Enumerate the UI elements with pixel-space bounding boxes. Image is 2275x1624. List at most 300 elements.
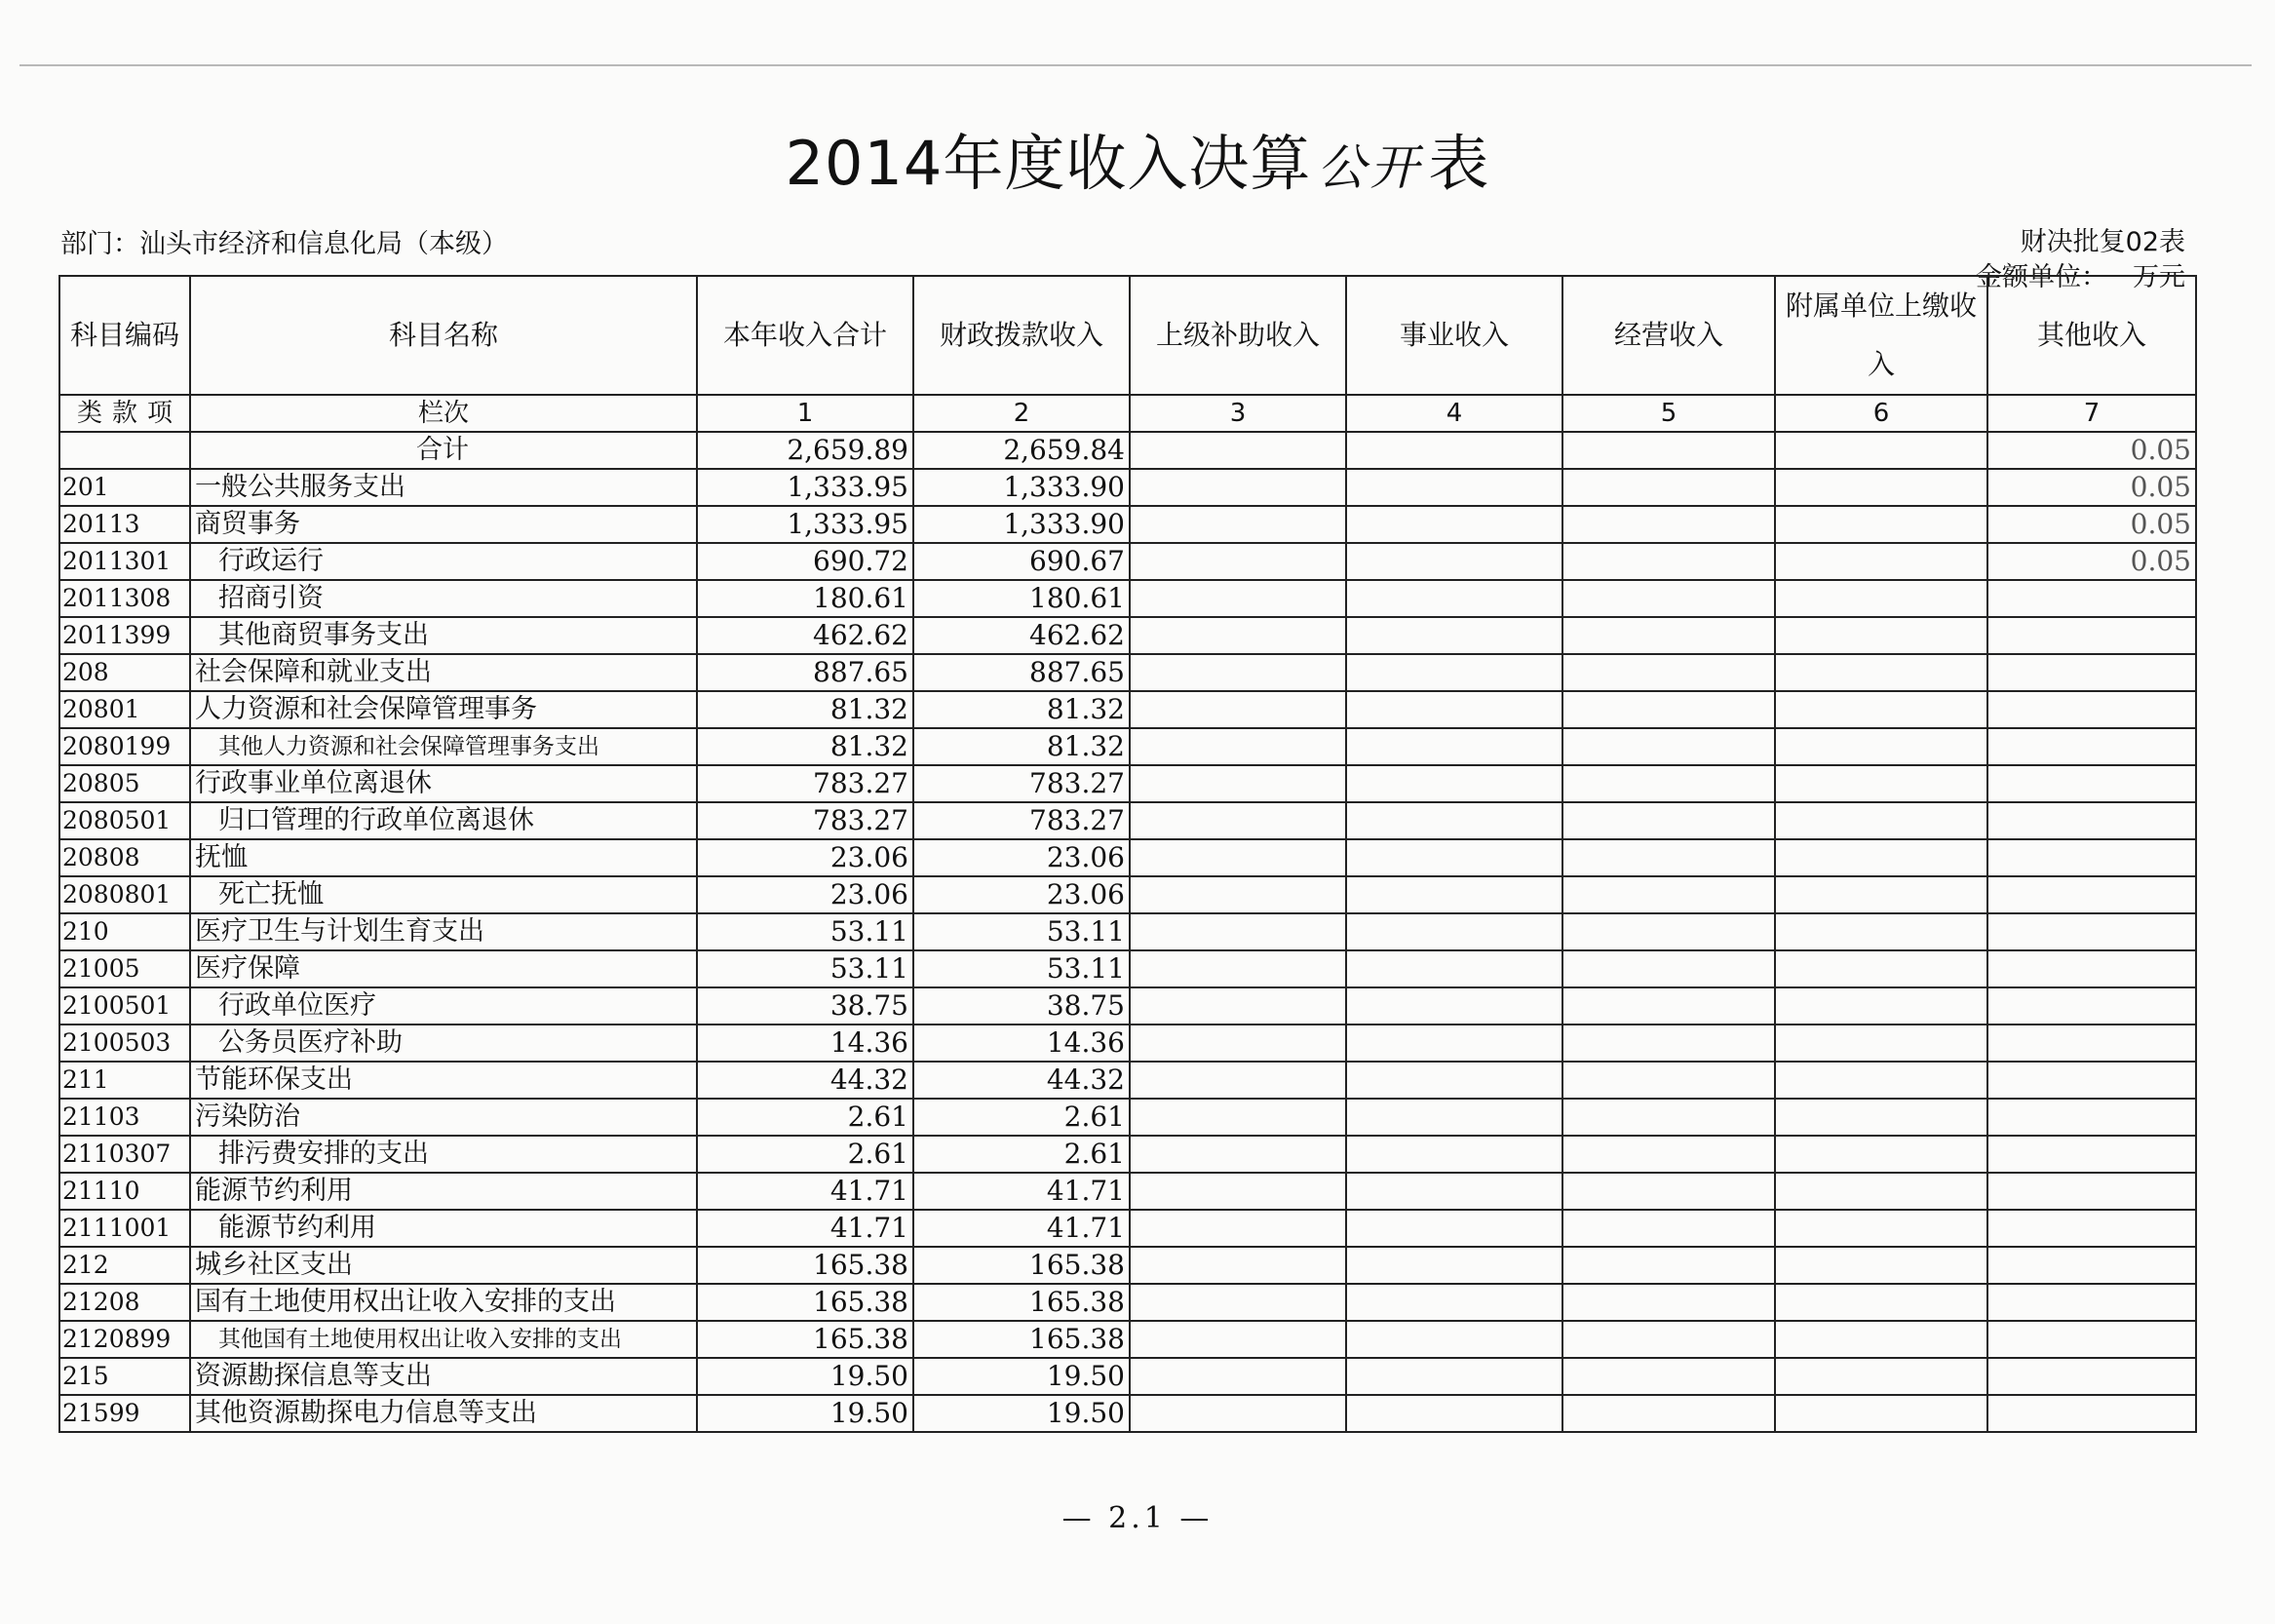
row-operating-income bbox=[1562, 950, 1775, 987]
row-code: 211 bbox=[59, 1062, 190, 1099]
row-code: 2111001 bbox=[59, 1210, 190, 1247]
col-index-5: 5 bbox=[1562, 395, 1775, 432]
table-row bbox=[59, 728, 2196, 765]
row-total-income: 783.27 bbox=[697, 802, 913, 839]
col-index-3: 3 bbox=[1130, 395, 1346, 432]
row-operating-income bbox=[1562, 1099, 1775, 1136]
unit-label: 金额单位： bbox=[1976, 262, 2107, 292]
row-total-income: 44.32 bbox=[697, 1062, 913, 1099]
row-affiliated-income bbox=[1775, 765, 1987, 802]
row-other-income: 0.05 bbox=[1987, 432, 2196, 469]
row-superior-subsidy bbox=[1130, 506, 1346, 543]
row-name: 污染防治 bbox=[190, 1099, 697, 1136]
row-fiscal-allocation: 38.75 bbox=[913, 987, 1130, 1025]
row-fiscal-allocation: 887.65 bbox=[913, 654, 1130, 691]
row-affiliated-income bbox=[1775, 913, 1987, 950]
row-business-income bbox=[1346, 1025, 1562, 1062]
row-name: 行政事业单位离退休 bbox=[190, 765, 697, 802]
row-fiscal-allocation: 19.50 bbox=[913, 1358, 1130, 1395]
row-code: 21005 bbox=[59, 950, 190, 987]
row-operating-income bbox=[1562, 506, 1775, 543]
sub-xiang: 项 bbox=[146, 399, 173, 428]
page-title bbox=[0, 115, 2275, 202]
row-fiscal-allocation: 2,659.84 bbox=[913, 432, 1130, 469]
page-number: — 2.1 — bbox=[1061, 1501, 1214, 1535]
row-affiliated-income bbox=[1775, 1247, 1987, 1284]
row-operating-income bbox=[1562, 1210, 1775, 1247]
row-code: 20113 bbox=[59, 506, 190, 543]
row-total-income: 2.61 bbox=[697, 1099, 913, 1136]
row-total-income: 2.61 bbox=[697, 1136, 913, 1173]
row-other-income bbox=[1987, 1136, 2196, 1173]
row-operating-income bbox=[1562, 691, 1775, 728]
lei-kuan-xiang-header bbox=[59, 395, 190, 432]
row-affiliated-income bbox=[1775, 469, 1987, 506]
table-row bbox=[59, 617, 2196, 654]
row-total-income: 887.65 bbox=[697, 654, 913, 691]
row-affiliated-income bbox=[1775, 1321, 1987, 1358]
form-number: 财决批复02表 bbox=[2020, 227, 2185, 257]
row-superior-subsidy bbox=[1130, 1284, 1346, 1321]
table-row bbox=[59, 1136, 2196, 1173]
row-fiscal-allocation: 783.27 bbox=[913, 802, 1130, 839]
row-operating-income bbox=[1562, 913, 1775, 950]
row-code: 2120899 bbox=[59, 1321, 190, 1358]
row-fiscal-allocation: 2.61 bbox=[913, 1136, 1130, 1173]
table-row bbox=[59, 765, 2196, 802]
col-index-4: 4 bbox=[1346, 395, 1562, 432]
row-total-income: 165.38 bbox=[697, 1247, 913, 1284]
row-total-income: 165.38 bbox=[697, 1284, 913, 1321]
title-handwritten-mark: 公开 bbox=[1317, 139, 1423, 196]
row-business-income bbox=[1346, 728, 1562, 765]
row-operating-income bbox=[1562, 839, 1775, 876]
row-operating-income bbox=[1562, 1136, 1775, 1173]
row-business-income bbox=[1346, 617, 1562, 654]
row-superior-subsidy bbox=[1130, 1247, 1346, 1284]
row-operating-income bbox=[1562, 987, 1775, 1025]
row-affiliated-income bbox=[1775, 580, 1987, 617]
row-name: 合计 bbox=[190, 432, 697, 469]
row-name: 行政单位医疗 bbox=[190, 987, 697, 1025]
row-code: 2011308 bbox=[59, 580, 190, 617]
row-total-income: 783.27 bbox=[697, 765, 913, 802]
row-code: 2080801 bbox=[59, 876, 190, 913]
table-row bbox=[59, 1284, 2196, 1321]
row-affiliated-income bbox=[1775, 543, 1987, 580]
col-total-income-header: 本年收入合计 bbox=[697, 276, 913, 395]
row-business-income bbox=[1346, 1358, 1562, 1395]
row-name: 医疗卫生与计划生育支出 bbox=[190, 913, 697, 950]
row-name: 归口管理的行政单位离退休 bbox=[190, 802, 697, 839]
row-fiscal-allocation: 23.06 bbox=[913, 876, 1130, 913]
row-total-income: 1,333.95 bbox=[697, 506, 913, 543]
row-fiscal-allocation: 165.38 bbox=[913, 1321, 1130, 1358]
row-affiliated-income bbox=[1775, 987, 1987, 1025]
row-operating-income bbox=[1562, 1025, 1775, 1062]
table-row bbox=[59, 950, 2196, 987]
row-code: 2011301 bbox=[59, 543, 190, 580]
row-superior-subsidy bbox=[1130, 1062, 1346, 1099]
table-row bbox=[59, 1210, 2196, 1247]
row-business-income bbox=[1346, 765, 1562, 802]
row-code: 21110 bbox=[59, 1173, 190, 1210]
row-operating-income bbox=[1562, 469, 1775, 506]
col-affiliated-unit-header: 附属单位上缴收入 bbox=[1775, 276, 1987, 395]
row-superior-subsidy bbox=[1130, 1358, 1346, 1395]
row-total-income: 19.50 bbox=[697, 1358, 913, 1395]
row-superior-subsidy bbox=[1130, 543, 1346, 580]
col-code-header: 科目编码 bbox=[59, 276, 190, 395]
row-operating-income bbox=[1562, 876, 1775, 913]
row-business-income bbox=[1346, 580, 1562, 617]
row-code: 201 bbox=[59, 469, 190, 506]
col-business-income-header: 事业收入 bbox=[1346, 276, 1562, 395]
row-total-income: 690.72 bbox=[697, 543, 913, 580]
row-other-income bbox=[1987, 1247, 2196, 1284]
row-total-income: 462.62 bbox=[697, 617, 913, 654]
row-code bbox=[59, 432, 190, 469]
row-operating-income bbox=[1562, 728, 1775, 765]
row-fiscal-allocation: 81.32 bbox=[913, 691, 1130, 728]
row-code: 2100501 bbox=[59, 987, 190, 1025]
row-superior-subsidy bbox=[1130, 432, 1346, 469]
row-other-income bbox=[1987, 1284, 2196, 1321]
row-affiliated-income bbox=[1775, 1210, 1987, 1247]
row-business-income bbox=[1346, 913, 1562, 950]
row-operating-income bbox=[1562, 432, 1775, 469]
row-fiscal-allocation: 41.71 bbox=[913, 1173, 1130, 1210]
row-total-income: 14.36 bbox=[697, 1025, 913, 1062]
row-code: 20801 bbox=[59, 691, 190, 728]
row-fiscal-allocation: 2.61 bbox=[913, 1099, 1130, 1136]
row-superior-subsidy bbox=[1130, 654, 1346, 691]
row-affiliated-income bbox=[1775, 432, 1987, 469]
row-code: 21208 bbox=[59, 1284, 190, 1321]
row-name: 其他资源勘探电力信息等支出 bbox=[190, 1395, 697, 1432]
row-fiscal-allocation: 690.67 bbox=[913, 543, 1130, 580]
row-other-income bbox=[1987, 1099, 2196, 1136]
row-name: 排污费安排的支出 bbox=[190, 1136, 697, 1173]
row-superior-subsidy bbox=[1130, 617, 1346, 654]
row-affiliated-income bbox=[1775, 506, 1987, 543]
row-name: 商贸事务 bbox=[190, 506, 697, 543]
row-superior-subsidy bbox=[1130, 691, 1346, 728]
row-other-income bbox=[1987, 728, 2196, 765]
row-affiliated-income bbox=[1775, 728, 1987, 765]
lanci-label: 栏次 bbox=[190, 395, 697, 432]
row-superior-subsidy bbox=[1130, 1025, 1346, 1062]
row-other-income bbox=[1987, 1062, 2196, 1099]
row-affiliated-income bbox=[1775, 1025, 1987, 1062]
row-other-income bbox=[1987, 987, 2196, 1025]
title-prefix: 2014年度收入决算 bbox=[785, 128, 1312, 199]
row-other-income bbox=[1987, 1321, 2196, 1358]
table-row bbox=[59, 1062, 2196, 1099]
table-row bbox=[59, 1247, 2196, 1284]
row-business-income bbox=[1346, 802, 1562, 839]
row-fiscal-allocation: 53.11 bbox=[913, 950, 1130, 987]
row-fiscal-allocation: 19.50 bbox=[913, 1395, 1130, 1432]
row-total-income: 41.71 bbox=[697, 1210, 913, 1247]
table-row bbox=[59, 839, 2196, 876]
row-code: 2100503 bbox=[59, 1025, 190, 1062]
col-index-7: 7 bbox=[1987, 395, 2196, 432]
row-total-income: 1,333.95 bbox=[697, 469, 913, 506]
row-name: 其他国有土地使用权出让收入安排的支出 bbox=[190, 1321, 697, 1358]
row-operating-income bbox=[1562, 1395, 1775, 1432]
row-fiscal-allocation: 23.06 bbox=[913, 839, 1130, 876]
row-name: 能源节约利用 bbox=[190, 1173, 697, 1210]
row-name: 人力资源和社会保障管理事务 bbox=[190, 691, 697, 728]
row-other-income bbox=[1987, 913, 2196, 950]
col-name-header: 科目名称 bbox=[190, 276, 697, 395]
row-business-income bbox=[1346, 1099, 1562, 1136]
row-fiscal-allocation: 81.32 bbox=[913, 728, 1130, 765]
row-superior-subsidy bbox=[1130, 1099, 1346, 1136]
row-superior-subsidy bbox=[1130, 728, 1346, 765]
row-code: 212 bbox=[59, 1247, 190, 1284]
row-superior-subsidy bbox=[1130, 876, 1346, 913]
sub-lei: 类 bbox=[76, 399, 102, 428]
table-row bbox=[59, 987, 2196, 1025]
table-header-row bbox=[59, 276, 2196, 395]
col-other-income-header: 其他收入 bbox=[1987, 276, 2196, 395]
row-total-income: 41.71 bbox=[697, 1173, 913, 1210]
row-business-income bbox=[1346, 1247, 1562, 1284]
row-affiliated-income bbox=[1775, 950, 1987, 987]
row-other-income bbox=[1987, 1395, 2196, 1432]
row-business-income bbox=[1346, 1321, 1562, 1358]
department-label: 部门：汕头市经济和信息化局（本级） bbox=[60, 229, 508, 259]
row-name: 招商引资 bbox=[190, 580, 697, 617]
row-fiscal-allocation: 53.11 bbox=[913, 913, 1130, 950]
row-business-income bbox=[1346, 543, 1562, 580]
row-total-income: 81.32 bbox=[697, 728, 913, 765]
row-other-income bbox=[1987, 802, 2196, 839]
row-superior-subsidy bbox=[1130, 839, 1346, 876]
row-code: 208 bbox=[59, 654, 190, 691]
row-affiliated-income bbox=[1775, 876, 1987, 913]
row-name: 国有土地使用权出让收入安排的支出 bbox=[190, 1284, 697, 1321]
row-affiliated-income bbox=[1775, 654, 1987, 691]
row-superior-subsidy bbox=[1130, 1321, 1346, 1358]
row-fiscal-allocation: 783.27 bbox=[913, 765, 1130, 802]
table-row bbox=[59, 432, 2196, 469]
row-superior-subsidy bbox=[1130, 1395, 1346, 1432]
row-business-income bbox=[1346, 1136, 1562, 1173]
row-other-income bbox=[1987, 580, 2196, 617]
row-other-income bbox=[1987, 1210, 2196, 1247]
table-row bbox=[59, 802, 2196, 839]
row-name: 资源勘探信息等支出 bbox=[190, 1358, 697, 1395]
row-fiscal-allocation: 1,333.90 bbox=[913, 506, 1130, 543]
row-name: 公务员医疗补助 bbox=[190, 1025, 697, 1062]
row-operating-income bbox=[1562, 1321, 1775, 1358]
income-budget-table bbox=[58, 275, 2197, 1433]
row-total-income: 53.11 bbox=[697, 950, 913, 987]
row-name: 一般公共服务支出 bbox=[190, 469, 697, 506]
row-business-income bbox=[1346, 469, 1562, 506]
row-fiscal-allocation: 462.62 bbox=[913, 617, 1130, 654]
row-fiscal-allocation: 180.61 bbox=[913, 580, 1130, 617]
row-business-income bbox=[1346, 1062, 1562, 1099]
row-superior-subsidy bbox=[1130, 1136, 1346, 1173]
row-other-income bbox=[1987, 654, 2196, 691]
row-total-income: 180.61 bbox=[697, 580, 913, 617]
row-superior-subsidy bbox=[1130, 765, 1346, 802]
row-business-income bbox=[1346, 654, 1562, 691]
row-total-income: 19.50 bbox=[697, 1395, 913, 1432]
row-code: 2080199 bbox=[59, 728, 190, 765]
table-row bbox=[59, 1173, 2196, 1210]
row-code: 20805 bbox=[59, 765, 190, 802]
table-row bbox=[59, 506, 2196, 543]
table-row bbox=[59, 1395, 2196, 1432]
row-superior-subsidy bbox=[1130, 580, 1346, 617]
row-superior-subsidy bbox=[1130, 802, 1346, 839]
table-row bbox=[59, 469, 2196, 506]
table-row bbox=[59, 1321, 2196, 1358]
table-row bbox=[59, 1358, 2196, 1395]
row-operating-income bbox=[1562, 1173, 1775, 1210]
table-row bbox=[59, 913, 2196, 950]
row-name: 社会保障和就业支出 bbox=[190, 654, 697, 691]
row-other-income bbox=[1987, 839, 2196, 876]
row-name: 抚恤 bbox=[190, 839, 697, 876]
col-operating-income-header: 经营收入 bbox=[1562, 276, 1775, 395]
row-code: 21103 bbox=[59, 1099, 190, 1136]
row-fiscal-allocation: 44.32 bbox=[913, 1062, 1130, 1099]
row-name: 城乡社区支出 bbox=[190, 1247, 697, 1284]
row-operating-income bbox=[1562, 580, 1775, 617]
row-other-income: 0.05 bbox=[1987, 543, 2196, 580]
row-superior-subsidy bbox=[1130, 1210, 1346, 1247]
table-row bbox=[59, 580, 2196, 617]
row-business-income bbox=[1346, 987, 1562, 1025]
row-business-income bbox=[1346, 950, 1562, 987]
row-fiscal-allocation: 1,333.90 bbox=[913, 469, 1130, 506]
row-affiliated-income bbox=[1775, 1173, 1987, 1210]
row-code: 215 bbox=[59, 1358, 190, 1395]
row-total-income: 165.38 bbox=[697, 1321, 913, 1358]
table-row bbox=[59, 543, 2196, 580]
table-body bbox=[59, 432, 2196, 1432]
row-business-income bbox=[1346, 876, 1562, 913]
row-code: 2080501 bbox=[59, 802, 190, 839]
row-affiliated-income bbox=[1775, 1099, 1987, 1136]
col-fiscal-allocation-header: 财政拨款收入 bbox=[913, 276, 1130, 395]
scan-edge-line bbox=[19, 64, 2252, 66]
sub-kuan: 款 bbox=[111, 399, 137, 428]
row-superior-subsidy bbox=[1130, 469, 1346, 506]
table-row bbox=[59, 654, 2196, 691]
row-affiliated-income bbox=[1775, 1395, 1987, 1432]
table-row bbox=[59, 876, 2196, 913]
table-row bbox=[59, 1025, 2196, 1062]
row-business-income bbox=[1346, 1210, 1562, 1247]
row-operating-income bbox=[1562, 543, 1775, 580]
row-business-income bbox=[1346, 1173, 1562, 1210]
table-row bbox=[59, 691, 2196, 728]
row-superior-subsidy bbox=[1130, 913, 1346, 950]
row-affiliated-income bbox=[1775, 1358, 1987, 1395]
col-superior-subsidy-header: 上级补助收入 bbox=[1130, 276, 1346, 395]
row-fiscal-allocation: 165.38 bbox=[913, 1284, 1130, 1321]
column-index-row bbox=[59, 395, 2196, 432]
row-affiliated-income bbox=[1775, 1284, 1987, 1321]
row-superior-subsidy bbox=[1130, 950, 1346, 987]
row-affiliated-income bbox=[1775, 802, 1987, 839]
row-total-income: 23.06 bbox=[697, 876, 913, 913]
row-other-income: 0.05 bbox=[1987, 469, 2196, 506]
row-business-income bbox=[1346, 1284, 1562, 1321]
row-name: 行政运行 bbox=[190, 543, 697, 580]
row-operating-income bbox=[1562, 617, 1775, 654]
row-superior-subsidy bbox=[1130, 987, 1346, 1025]
row-affiliated-income bbox=[1775, 1136, 1987, 1173]
row-operating-income bbox=[1562, 1284, 1775, 1321]
title-suffix: 表 bbox=[1428, 128, 1490, 199]
row-fiscal-allocation: 41.71 bbox=[913, 1210, 1130, 1247]
row-business-income bbox=[1346, 691, 1562, 728]
col-index-2: 2 bbox=[913, 395, 1130, 432]
row-operating-income bbox=[1562, 802, 1775, 839]
row-operating-income bbox=[1562, 1247, 1775, 1284]
col-index-6: 6 bbox=[1775, 395, 1987, 432]
row-code: 2110307 bbox=[59, 1136, 190, 1173]
row-name: 节能环保支出 bbox=[190, 1062, 697, 1099]
col-index-1: 1 bbox=[697, 395, 913, 432]
row-other-income bbox=[1987, 950, 2196, 987]
unit-value: 万元 bbox=[2133, 262, 2185, 292]
row-operating-income bbox=[1562, 1062, 1775, 1099]
row-other-income bbox=[1987, 765, 2196, 802]
row-business-income bbox=[1346, 506, 1562, 543]
row-code: 20808 bbox=[59, 839, 190, 876]
row-other-income bbox=[1987, 1358, 2196, 1395]
row-fiscal-allocation: 165.38 bbox=[913, 1247, 1130, 1284]
row-name: 其他商贸事务支出 bbox=[190, 617, 697, 654]
row-other-income: 0.05 bbox=[1987, 506, 2196, 543]
row-code: 21599 bbox=[59, 1395, 190, 1432]
row-other-income bbox=[1987, 617, 2196, 654]
row-name: 其他人力资源和社会保障管理事务支出 bbox=[190, 728, 697, 765]
row-affiliated-income bbox=[1775, 691, 1987, 728]
row-code: 2011399 bbox=[59, 617, 190, 654]
row-business-income bbox=[1346, 839, 1562, 876]
row-affiliated-income bbox=[1775, 1062, 1987, 1099]
row-total-income: 2,659.89 bbox=[697, 432, 913, 469]
row-affiliated-income bbox=[1775, 617, 1987, 654]
row-name: 能源节约利用 bbox=[190, 1210, 697, 1247]
row-operating-income bbox=[1562, 765, 1775, 802]
row-operating-income bbox=[1562, 654, 1775, 691]
row-operating-income bbox=[1562, 1358, 1775, 1395]
row-business-income bbox=[1346, 432, 1562, 469]
row-superior-subsidy bbox=[1130, 1173, 1346, 1210]
row-affiliated-income bbox=[1775, 839, 1987, 876]
row-other-income bbox=[1987, 876, 2196, 913]
table-row bbox=[59, 1099, 2196, 1136]
row-fiscal-allocation: 14.36 bbox=[913, 1025, 1130, 1062]
row-other-income bbox=[1987, 691, 2196, 728]
row-total-income: 81.32 bbox=[697, 691, 913, 728]
row-name: 死亡抚恤 bbox=[190, 876, 697, 913]
row-name: 医疗保障 bbox=[190, 950, 697, 987]
row-total-income: 38.75 bbox=[697, 987, 913, 1025]
row-code: 210 bbox=[59, 913, 190, 950]
